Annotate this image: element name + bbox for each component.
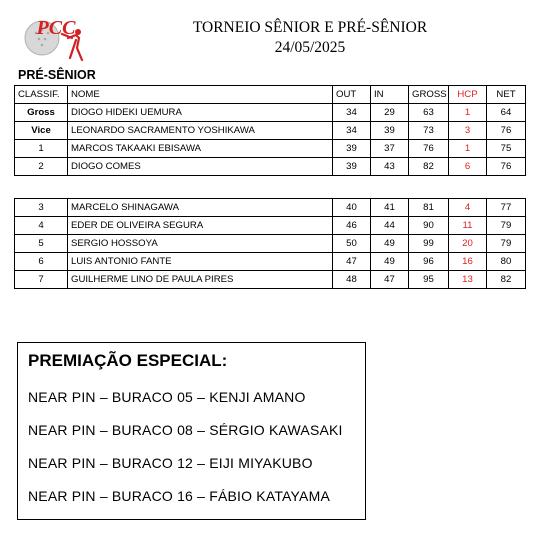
- svg-text:PCC: PCC: [36, 17, 76, 39]
- award-item: NEAR PIN – BURACO 05 – KENJI AMANO: [28, 389, 306, 405]
- cell-classif: 7: [15, 271, 68, 289]
- cell-out: 39: [333, 158, 371, 176]
- cell-hcp: 6: [449, 158, 487, 176]
- cell-net: 75: [487, 140, 526, 158]
- cell-out: 46: [333, 217, 371, 235]
- club-logo: [20, 8, 96, 64]
- cell-gross: 82: [409, 158, 449, 176]
- table-row: [15, 235, 526, 253]
- tournament-title: TORNEIO SÊNIOR E PRÉ-SÊNIOR: [192, 19, 428, 36]
- cell-hcp: 20: [449, 235, 487, 253]
- cell-net: 76: [487, 158, 526, 176]
- table-row: [15, 271, 526, 289]
- cell-hcp: 4: [449, 199, 487, 217]
- cell-gross: 95: [409, 271, 449, 289]
- cell-gross: 76: [409, 140, 449, 158]
- cell-out: 39: [333, 140, 371, 158]
- cell-net: 82: [487, 271, 526, 289]
- cell-out: 50: [333, 235, 371, 253]
- table-row: [15, 140, 526, 158]
- cell-net: 64: [487, 104, 526, 122]
- cell-classif: 2: [15, 158, 68, 176]
- cell-hcp: 11: [449, 217, 487, 235]
- cell-hcp: 16: [449, 253, 487, 271]
- col-hcp: HCP: [449, 86, 487, 104]
- table-row: [15, 217, 526, 235]
- cell-net: 77: [487, 199, 526, 217]
- cell-in: 29: [371, 104, 409, 122]
- cell-out: 34: [333, 104, 371, 122]
- award-item: NEAR PIN – BURACO 16 – FÁBIO KATAYAMA: [28, 488, 330, 504]
- results-table-bottom: [14, 198, 526, 289]
- cell-in: 44: [371, 217, 409, 235]
- col-out: OUT: [333, 86, 371, 104]
- cell-nome: MARCELO SHINAGAWA: [68, 199, 333, 217]
- col-in: IN: [371, 86, 409, 104]
- cell-nome: GUILHERME LINO DE PAULA PIRES: [68, 271, 333, 289]
- col-nome: NOME: [68, 86, 333, 104]
- cell-gross: 99: [409, 235, 449, 253]
- cell-in: 41: [371, 199, 409, 217]
- cell-nome: LEONARDO SACRAMENTO YOSHIKAWA: [68, 122, 333, 140]
- cell-net: 76: [487, 122, 526, 140]
- cell-out: 40: [333, 199, 371, 217]
- special-awards-box: [17, 342, 366, 520]
- table-row: [15, 104, 526, 122]
- cell-classif: 3: [15, 199, 68, 217]
- cell-hcp: 1: [449, 104, 487, 122]
- results-table-top: [14, 85, 526, 176]
- tournament-date: 24/05/2025: [274, 39, 346, 56]
- table-row: [15, 122, 526, 140]
- cell-in: 37: [371, 140, 409, 158]
- cell-classif: 1: [15, 140, 68, 158]
- cell-net: 79: [487, 235, 526, 253]
- col-classif: CLASSIF.: [15, 86, 68, 104]
- cell-gross: 81: [409, 199, 449, 217]
- col-net: NET: [487, 86, 526, 104]
- cell-in: 49: [371, 235, 409, 253]
- cell-nome: EDER DE OLIVEIRA SEGURA: [68, 217, 333, 235]
- section-title: PRÉ-SÊNIOR: [18, 68, 96, 82]
- cell-in: 49: [371, 253, 409, 271]
- cell-nome: MARCOS TAKAAKI EBISAWA: [68, 140, 333, 158]
- cell-in: 39: [371, 122, 409, 140]
- cell-nome: DIOGO HIDEKI UEMURA: [68, 104, 333, 122]
- cell-nome: DIOGO COMES: [68, 158, 333, 176]
- cell-out: 47: [333, 253, 371, 271]
- cell-net: 80: [487, 253, 526, 271]
- cell-nome: SERGIO HOSSOYA: [68, 235, 333, 253]
- cell-gross: 90: [409, 217, 449, 235]
- cell-hcp: 1: [449, 140, 487, 158]
- table-row: [15, 253, 526, 271]
- col-gross: GROSS: [409, 86, 449, 104]
- cell-out: 34: [333, 122, 371, 140]
- cell-net: 79: [487, 217, 526, 235]
- cell-out: 48: [333, 271, 371, 289]
- table-row: [15, 158, 526, 176]
- cell-classif: Vice: [15, 122, 68, 140]
- cell-in: 43: [371, 158, 409, 176]
- cell-classif: 6: [15, 253, 68, 271]
- cell-nome: LUIS ANTONIO FANTE: [68, 253, 333, 271]
- special-awards-title: PREMIAÇÃO ESPECIAL:: [28, 351, 228, 370]
- cell-gross: 63: [409, 104, 449, 122]
- cell-in: 47: [371, 271, 409, 289]
- award-item: NEAR PIN – BURACO 08 – SÉRGIO KAWASAKI: [28, 422, 343, 438]
- cell-gross: 96: [409, 253, 449, 271]
- cell-classif: 5: [15, 235, 68, 253]
- cell-gross: 73: [409, 122, 449, 140]
- cell-classif: Gross: [15, 104, 68, 122]
- cell-classif: 4: [15, 217, 68, 235]
- cell-hcp: 3: [449, 122, 487, 140]
- cell-hcp: 13: [449, 271, 487, 289]
- award-item: NEAR PIN – BURACO 12 – EIJI MIYAKUBO: [28, 455, 313, 471]
- table-header-row: [15, 86, 526, 104]
- table-row: [15, 199, 526, 217]
